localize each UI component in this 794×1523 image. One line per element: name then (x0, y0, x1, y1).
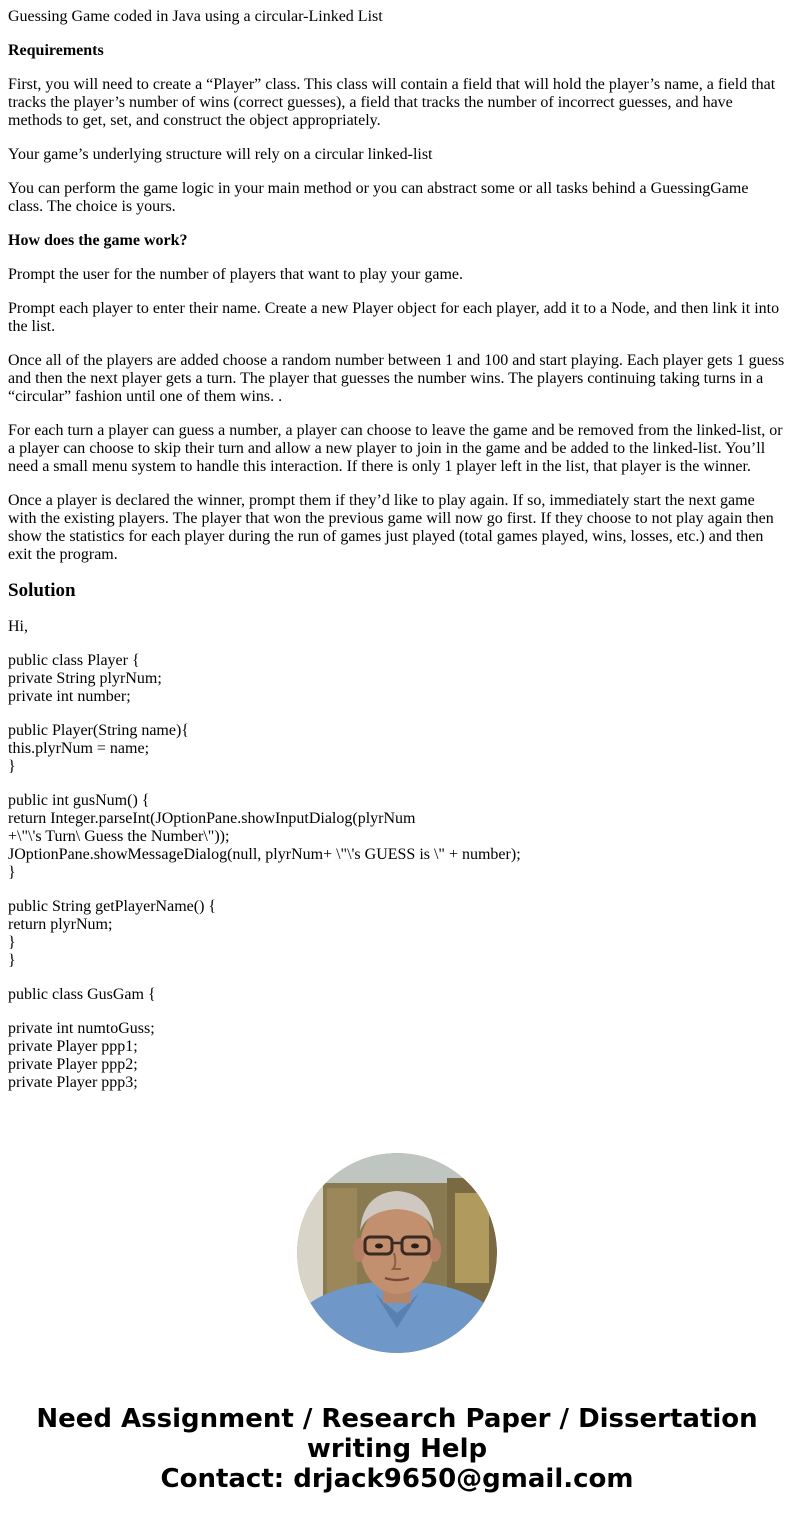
code-line: private String plyrNum; (8, 670, 162, 687)
code-line: private Player ppp3; (8, 1074, 138, 1091)
code-line: private int number; (8, 688, 131, 705)
code-block (8, 792, 786, 882)
requirements-paragraph: Your game’s underlying structure will rely on a circular linked-list (8, 146, 433, 163)
how-paragraph: For each turn a player can guess a number, a player can choose to leave the game and be removed from the linked-list, or a player can choose to skip their turn and allow a new player to join in the game and be added to the linked-list. You’ll need a small menu system to handle this interaction. If there is only 1 player left in the list, that player is the winner. (8, 422, 783, 475)
code-line: +\"\'s Turn\ Guess the Number\")); (8, 828, 230, 845)
how-paragraph: Once a player is declared the winner, prompt them if they’d like to play again. If so, immediately start the next game with the existing players. The player that won the previous game will now go first. If they choose to not play again then show the statistics for each player during the run of games just played (total games played, wins, losses, etc.) and then exit the program. (8, 492, 774, 563)
code-line: public Player(String name){ (8, 722, 189, 739)
code-line: private Player ppp2; (8, 1056, 138, 1073)
code-line: private Player ppp1; (8, 1038, 138, 1055)
requirements-paragraph: First, you will need to create a “Player” class. This class will contain a field that will hold the player’s name, a field that tracks the player’s number of wins (correct guesses), a field that tracks the number of incorrect guesses, and have methods to get, set, and construct the object appropriately. (8, 76, 776, 129)
author-portrait-image (297, 1153, 497, 1353)
code-line: public int gusNum() { (8, 792, 150, 809)
author-avatar (297, 1153, 497, 1353)
how-heading: How does the game work? (8, 232, 188, 249)
code-line: } (8, 934, 16, 951)
code-line: JOptionPane.showMessageDialog(null, plyrNum+ \"\'s GUESS is \" + number); (8, 846, 521, 863)
document-body (8, 8, 786, 1108)
code-line: return Integer.parseInt(JOptionPane.showInputDialog(plyrNum (8, 810, 416, 827)
code-block (8, 1020, 786, 1092)
how-paragraph: Prompt the user for the number of players that want to play your game. (8, 266, 463, 283)
code-line: public class Player { (8, 652, 140, 669)
contact-banner (0, 1404, 794, 1494)
banner-line: Need Assignment / Research Paper / Dissertation (36, 1404, 758, 1434)
code-line: return plyrNum; (8, 916, 113, 933)
code-block (8, 898, 786, 970)
code-line: public String getPlayerName() { (8, 898, 217, 915)
code-line: } (8, 952, 16, 969)
code-line: } (8, 758, 16, 775)
how-paragraph: Once all of the players are added choose a random number between 1 and 100 and start playing. Each player gets 1 guess and then the next player gets a turn. The player that guesses the number wins. The players continuing taking turns in a “circular” fashion until one of them wins. . (8, 352, 785, 405)
requirements-paragraph: You can perform the game logic in your main method or you can abstract some or all tasks behind a GuessingGame class. The choice is yours. (8, 180, 749, 215)
code-line: private int numtoGuss; (8, 1020, 155, 1037)
code-line: public class GusGam { (8, 986, 156, 1003)
code-block (8, 986, 786, 1004)
contact-email: Contact: drjack9650@gmail.com (160, 1464, 634, 1494)
solution-heading: Solution (8, 580, 76, 601)
code-line: this.plyrNum = name; (8, 740, 150, 757)
greeting: Hi, (8, 618, 28, 635)
code-line: } (8, 864, 16, 881)
banner-line: writing Help (306, 1434, 488, 1464)
requirements-heading: Requirements (8, 42, 104, 59)
how-paragraph: Prompt each player to enter their name. Create a new Player object for each player, add it to a Node, and then link it into the list. (8, 300, 780, 335)
code-block (8, 652, 786, 706)
code-block (8, 722, 786, 776)
document-title: Guessing Game coded in Java using a circular-Linked List (8, 8, 383, 25)
